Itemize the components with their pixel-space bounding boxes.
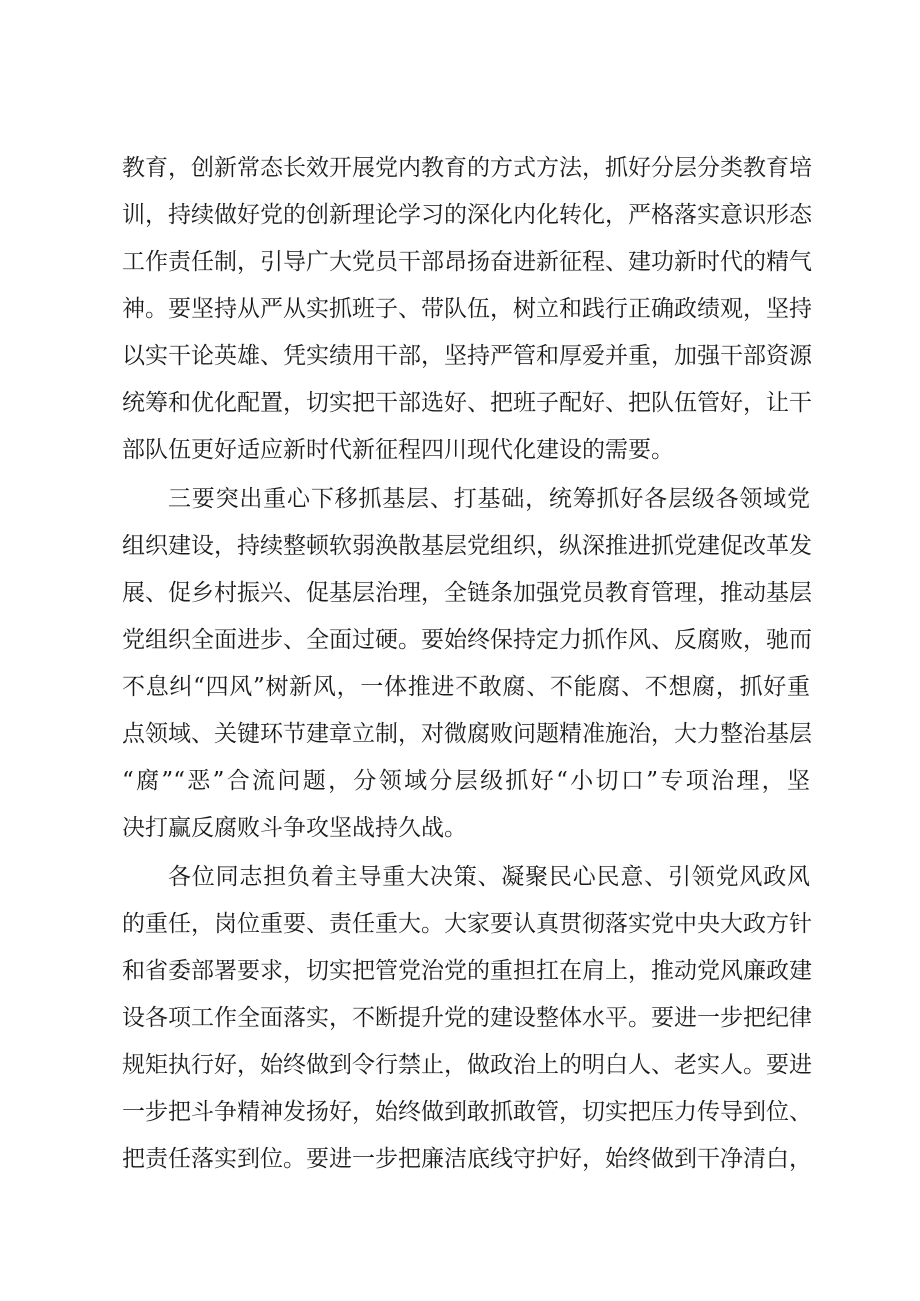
text-line: 组织建设，持续整顿软弱涣散基层党组织，纵深推进抓党建促改革发 — [122, 533, 812, 559]
text-line: 一步把斗争精神发扬好，始终做到敢抓敢管，切实把压力传导到位、 — [122, 1099, 812, 1125]
text-line: 决打赢反腐败斗争攻坚战持久战。 — [122, 815, 467, 841]
text-line: 和省委部署要求，切实把管党治党的重担扛在肩上，推动党风廉政建 — [122, 958, 812, 984]
text-line: 各位同志担负着主导重大决策、凝聚民心民意、引领党风政风 — [168, 864, 810, 890]
paragraph-3 — [122, 854, 810, 1183]
paragraph-1 — [122, 145, 810, 474]
paragraph-2 — [122, 476, 810, 852]
text-line: 的重任，岗位重要、责任重大。大家要认真贯彻落实党中央大政方针 — [122, 911, 812, 937]
text-line: 把责任落实到位。要进一步把廉洁底线守护好，始终做到干净清白， — [122, 1146, 812, 1172]
body-text — [122, 145, 810, 1183]
text-line: 设各项工作全面落实，不断提升党的建设整体水平。要进一步把纪律 — [122, 1005, 812, 1031]
text-line: 部队伍更好适应新时代新征程四川现代化建设的需要。 — [122, 437, 674, 463]
text-line: 工作责任制，引导广大党员干部昂扬奋进新征程、建功新时代的精气 — [122, 249, 812, 275]
text-line: 训，持续做好党的创新理论学习的深化内化转化，严格落实意识形态 — [122, 202, 812, 228]
text-line: “腐”“恶”合流问题，分领域分层级抓好“小切口”专项治理，坚 — [122, 768, 810, 794]
text-line: 展、促乡村振兴、促基层治理，全链条加强党员教育管理，推动基层 — [122, 580, 812, 606]
text-line: 党组织全面进步、全面过硬。要始终保持定力抓作风、反腐败，驰而 — [122, 627, 812, 653]
text-line: 点领域、关键环节建章立制，对微腐败问题精准施治，大力整治基层 — [122, 721, 812, 747]
text-line: 三要突出重心下移抓基层、打基础，统筹抓好各层级各领域党 — [168, 486, 810, 512]
text-line: 教育，创新常态长效开展党内教育的方式方法，抓好分层分类教育培 — [122, 155, 812, 181]
text-line: 神。要坚持从严从实抓班子、带队伍，树立和践行正确政绩观，坚持 — [122, 296, 812, 322]
text-line: 以实干论英雄、凭实绩用干部，坚持严管和厚爱并重，加强干部资源 — [122, 343, 812, 369]
text-line: 不息纠“四风”树新风，一体推进不敢腐、不能腐、不想腐，抓好重 — [122, 674, 810, 700]
text-line: 规矩执行好，始终做到令行禁止，做政治上的明白人、老实人。要进 — [122, 1052, 812, 1078]
text-line: 统筹和优化配置，切实把干部选好、把班子配好、把队伍管好，让干 — [122, 390, 812, 416]
